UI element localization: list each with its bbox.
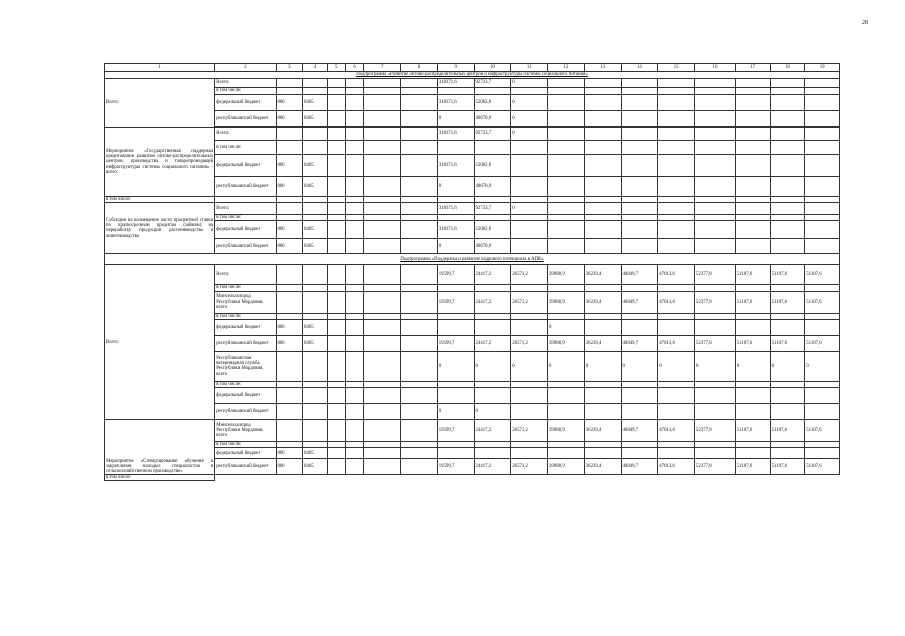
value-cell: 26571,2 bbox=[511, 291, 548, 313]
row-type: республиканский бюджет bbox=[215, 239, 276, 254]
subsidy-description: Субсидии на возмещение части процентной ставки по краткосрочным кредитам (займам) на переработку продукции растениеводства и животноводства bbox=[105, 203, 215, 254]
value-cell: 52377,8 bbox=[695, 459, 736, 475]
value-cell: 0 bbox=[805, 351, 840, 381]
row-type: республиканский бюджет bbox=[215, 404, 276, 420]
col-header: 4 bbox=[303, 64, 328, 72]
value-cell: 51107,6 bbox=[770, 459, 805, 475]
value-cell: 52377,8 bbox=[695, 265, 736, 285]
col-header: 5 bbox=[327, 64, 345, 72]
row-type: федеральный бюджет bbox=[215, 95, 276, 111]
value-cell: 36239,4 bbox=[584, 265, 621, 285]
value-cell: 51107,6 bbox=[735, 335, 770, 351]
value-cell: 0 bbox=[474, 351, 511, 381]
row-type: республиканский бюджет bbox=[215, 177, 276, 197]
value-cell: 47013,6 bbox=[658, 291, 695, 313]
row-type: в том числе: bbox=[215, 215, 276, 221]
value-cell: 40670,9 bbox=[474, 239, 511, 254]
col-header: 1 bbox=[105, 64, 215, 72]
value-cell: 0 bbox=[584, 351, 621, 381]
value-cell: 0 bbox=[770, 351, 805, 381]
code-cell: 806 bbox=[276, 95, 303, 111]
row-type: Всего: bbox=[215, 128, 276, 141]
value-cell: 92733,7 bbox=[474, 79, 511, 88]
row-type: республиканский бюджет bbox=[215, 335, 276, 351]
value-cell: 0 bbox=[437, 404, 474, 420]
value-cell: 51107,6 bbox=[735, 291, 770, 313]
row-label-total: Всего: bbox=[105, 265, 215, 420]
col-header: 2 bbox=[215, 64, 276, 72]
value-cell: 0 bbox=[474, 404, 511, 420]
value-cell: 52062,8 bbox=[474, 155, 511, 177]
value-cell: 51107,6 bbox=[770, 265, 805, 285]
row-type: Всего: bbox=[215, 79, 276, 88]
value-cell: 24417,2 bbox=[474, 265, 511, 285]
subprogram-title: Подпрограмма «Развитие оптово-распределительных центров и инфраструктуры системы социального питания» bbox=[105, 72, 840, 79]
col-header: 16 bbox=[695, 64, 736, 72]
col-header: 19 bbox=[805, 64, 840, 72]
value-cell: 52377,8 bbox=[695, 335, 736, 351]
value-cell: 36239,4 bbox=[584, 291, 621, 313]
code-cell: 806 bbox=[276, 335, 303, 351]
col-header: 14 bbox=[621, 64, 658, 72]
value-cell: 36239,4 bbox=[584, 459, 621, 475]
page-number: 28 bbox=[862, 20, 868, 26]
value-cell: 19599,7 bbox=[437, 265, 474, 285]
code-cell: 0405 bbox=[303, 95, 328, 111]
code-cell: 806 bbox=[276, 221, 303, 239]
value-cell: 0 bbox=[548, 351, 585, 381]
value-cell: 0 bbox=[437, 351, 474, 381]
col-header: 6 bbox=[345, 64, 363, 72]
value-cell: 52377,8 bbox=[695, 420, 736, 442]
row-label: в том числе: bbox=[105, 197, 215, 203]
value-cell: 0 bbox=[511, 351, 548, 381]
row-type: в том числе: bbox=[215, 313, 276, 319]
value-cell: 40670,9 bbox=[474, 177, 511, 197]
value-cell: 318371,6 bbox=[437, 155, 474, 177]
code-cell: 0405 bbox=[303, 319, 328, 335]
value-cell: 0 bbox=[437, 177, 474, 197]
row-label: в том числе: bbox=[105, 475, 215, 481]
value-cell: 0 bbox=[511, 128, 548, 141]
row-type: республиканский бюджет bbox=[215, 111, 276, 127]
value-cell: 39988,9 bbox=[548, 420, 585, 442]
col-header: 7 bbox=[364, 64, 401, 72]
value-cell: 24417,2 bbox=[474, 291, 511, 313]
value-cell: 47013,6 bbox=[658, 420, 695, 442]
event-description: Мероприятие «Стимулирование обучения и закрепления молодых специалистов в сельскохозяйственном производстве» bbox=[105, 420, 215, 475]
code-cell: 806 bbox=[276, 111, 303, 127]
value-cell: 51107,6 bbox=[770, 291, 805, 313]
code-cell: 806 bbox=[276, 448, 303, 459]
row-type: Республиканская ветеринарная служба Республики Мордовия, всего bbox=[215, 351, 276, 381]
value-cell: 36239,4 bbox=[584, 420, 621, 442]
value-cell: 51107,6 bbox=[770, 335, 805, 351]
code-cell: 806 bbox=[276, 319, 303, 335]
value-cell: 24417,2 bbox=[474, 335, 511, 351]
value-cell: 40849,7 bbox=[621, 265, 658, 285]
col-header: 17 bbox=[735, 64, 770, 72]
value-cell: 51107,6 bbox=[805, 420, 840, 442]
value-cell: 51107,6 bbox=[805, 459, 840, 475]
value-cell: 52062,8 bbox=[474, 221, 511, 239]
value-cell: 39988,9 bbox=[548, 459, 585, 475]
value-cell: 51107,6 bbox=[735, 420, 770, 442]
row-type: федеральный бюджет bbox=[215, 221, 276, 239]
event-description: Мероприятие «Государственная поддержка кредитования развития оптово-распределительных центров, производства и товаропроводящей инфраструктуры системы социального питания» - всего: bbox=[105, 128, 215, 197]
value-cell: 0 bbox=[511, 111, 548, 127]
row-type: Минсельхозпрод Республики Мордовия, всего bbox=[215, 291, 276, 313]
code-cell: 806 bbox=[276, 239, 303, 254]
value-cell: 51107,6 bbox=[770, 420, 805, 442]
col-header: 13 bbox=[584, 64, 621, 72]
row-type: Минсельхозпрод Республики Мордовия, всего bbox=[215, 420, 276, 442]
value-cell: 0 bbox=[695, 351, 736, 381]
value-cell: 318371,6 bbox=[437, 128, 474, 141]
value-cell: 318371,6 bbox=[437, 79, 474, 88]
row-type: Всего: bbox=[215, 265, 276, 285]
code-cell: 0405 bbox=[303, 459, 328, 475]
value-cell: 39988,9 bbox=[548, 335, 585, 351]
budget-table bbox=[104, 63, 840, 481]
code-cell: 0405 bbox=[303, 111, 328, 127]
row-type: Всего: bbox=[215, 203, 276, 215]
value-cell: 52062,8 bbox=[474, 95, 511, 111]
col-header: 15 bbox=[658, 64, 695, 72]
value-cell: 24417,2 bbox=[474, 420, 511, 442]
value-cell: 0 bbox=[437, 111, 474, 127]
value-cell: 40849,7 bbox=[621, 420, 658, 442]
code-cell: 0405 bbox=[303, 448, 328, 459]
value-cell: 26571,2 bbox=[511, 265, 548, 285]
value-cell: 0 bbox=[437, 239, 474, 254]
value-cell: 51107,6 bbox=[805, 265, 840, 285]
value-cell: 36239,4 bbox=[584, 335, 621, 351]
code-cell: 806 bbox=[276, 155, 303, 177]
value-cell: 0 bbox=[621, 351, 658, 381]
column-header-row bbox=[105, 64, 840, 72]
value-cell: 40849,7 bbox=[621, 291, 658, 313]
value-cell: 51107,6 bbox=[805, 335, 840, 351]
row-type: федеральный бюджет bbox=[215, 388, 276, 404]
row-type: в том числе: bbox=[215, 141, 276, 155]
col-header: 11 bbox=[511, 64, 548, 72]
value-cell: 51107,6 bbox=[735, 459, 770, 475]
code-cell: 0405 bbox=[303, 155, 328, 177]
row-type: в том числе: bbox=[215, 442, 276, 448]
row-type: в том числе: bbox=[215, 285, 276, 291]
value-cell: 19599,7 bbox=[437, 291, 474, 313]
col-header: 8 bbox=[401, 64, 438, 72]
col-header: 12 bbox=[548, 64, 585, 72]
subprogram-title: Подпрограмма «Поддержка и развитие кадрового потенциала в АПК» bbox=[105, 254, 840, 265]
row-type: в том числе: bbox=[215, 88, 276, 95]
value-cell: 26571,2 bbox=[511, 335, 548, 351]
value-cell: 318371,6 bbox=[437, 221, 474, 239]
row-type: федеральный бюджет bbox=[215, 448, 276, 459]
code-cell: 806 bbox=[276, 177, 303, 197]
value-cell: 47013,6 bbox=[658, 265, 695, 285]
value-cell: 51107,6 bbox=[735, 265, 770, 285]
col-header: 3 bbox=[276, 64, 303, 72]
value-cell: 19599,7 bbox=[437, 420, 474, 442]
value-cell: 52377,8 bbox=[695, 291, 736, 313]
value-cell: 47013,6 bbox=[658, 459, 695, 475]
code-cell: 806 bbox=[276, 459, 303, 475]
code-cell: 0405 bbox=[303, 335, 328, 351]
value-cell: 39988,9 bbox=[548, 291, 585, 313]
value-cell: 0 bbox=[511, 79, 548, 88]
value-cell: 0 bbox=[548, 319, 585, 335]
value-cell: 318371,6 bbox=[437, 95, 474, 111]
code-cell: 0405 bbox=[303, 239, 328, 254]
row-type: федеральный бюджет bbox=[215, 319, 276, 335]
value-cell: 40849,7 bbox=[621, 335, 658, 351]
value-cell: 24417,2 bbox=[474, 459, 511, 475]
value-cell: 0 bbox=[511, 95, 548, 111]
value-cell: 19599,7 bbox=[437, 459, 474, 475]
value-cell: 0 bbox=[511, 203, 548, 215]
value-cell: 51107,6 bbox=[805, 291, 840, 313]
col-header: 10 bbox=[474, 64, 511, 72]
value-cell: 40670,9 bbox=[474, 111, 511, 127]
value-cell: 26571,2 bbox=[511, 459, 548, 475]
value-cell: 0 bbox=[735, 351, 770, 381]
value-cell: 0 bbox=[658, 351, 695, 381]
value-cell: 92733,7 bbox=[474, 128, 511, 141]
value-cell: 40849,7 bbox=[621, 459, 658, 475]
value-cell: 47013,6 bbox=[658, 335, 695, 351]
value-cell: 19599,7 bbox=[437, 335, 474, 351]
value-cell: 318371,6 bbox=[437, 203, 474, 215]
row-type: в том числе: bbox=[215, 381, 276, 387]
code-cell: 0405 bbox=[303, 177, 328, 197]
row-type: федеральный бюджет bbox=[215, 155, 276, 177]
row-type: республиканский бюджет bbox=[215, 459, 276, 475]
value-cell: 39988,9 bbox=[548, 265, 585, 285]
row-label-total: Всего: bbox=[105, 79, 215, 128]
col-header: 9 bbox=[437, 64, 474, 72]
value-cell: 26571,2 bbox=[511, 420, 548, 442]
code-cell: 0405 bbox=[303, 221, 328, 239]
value-cell: 92733,7 bbox=[474, 203, 511, 215]
col-header: 18 bbox=[770, 64, 805, 72]
